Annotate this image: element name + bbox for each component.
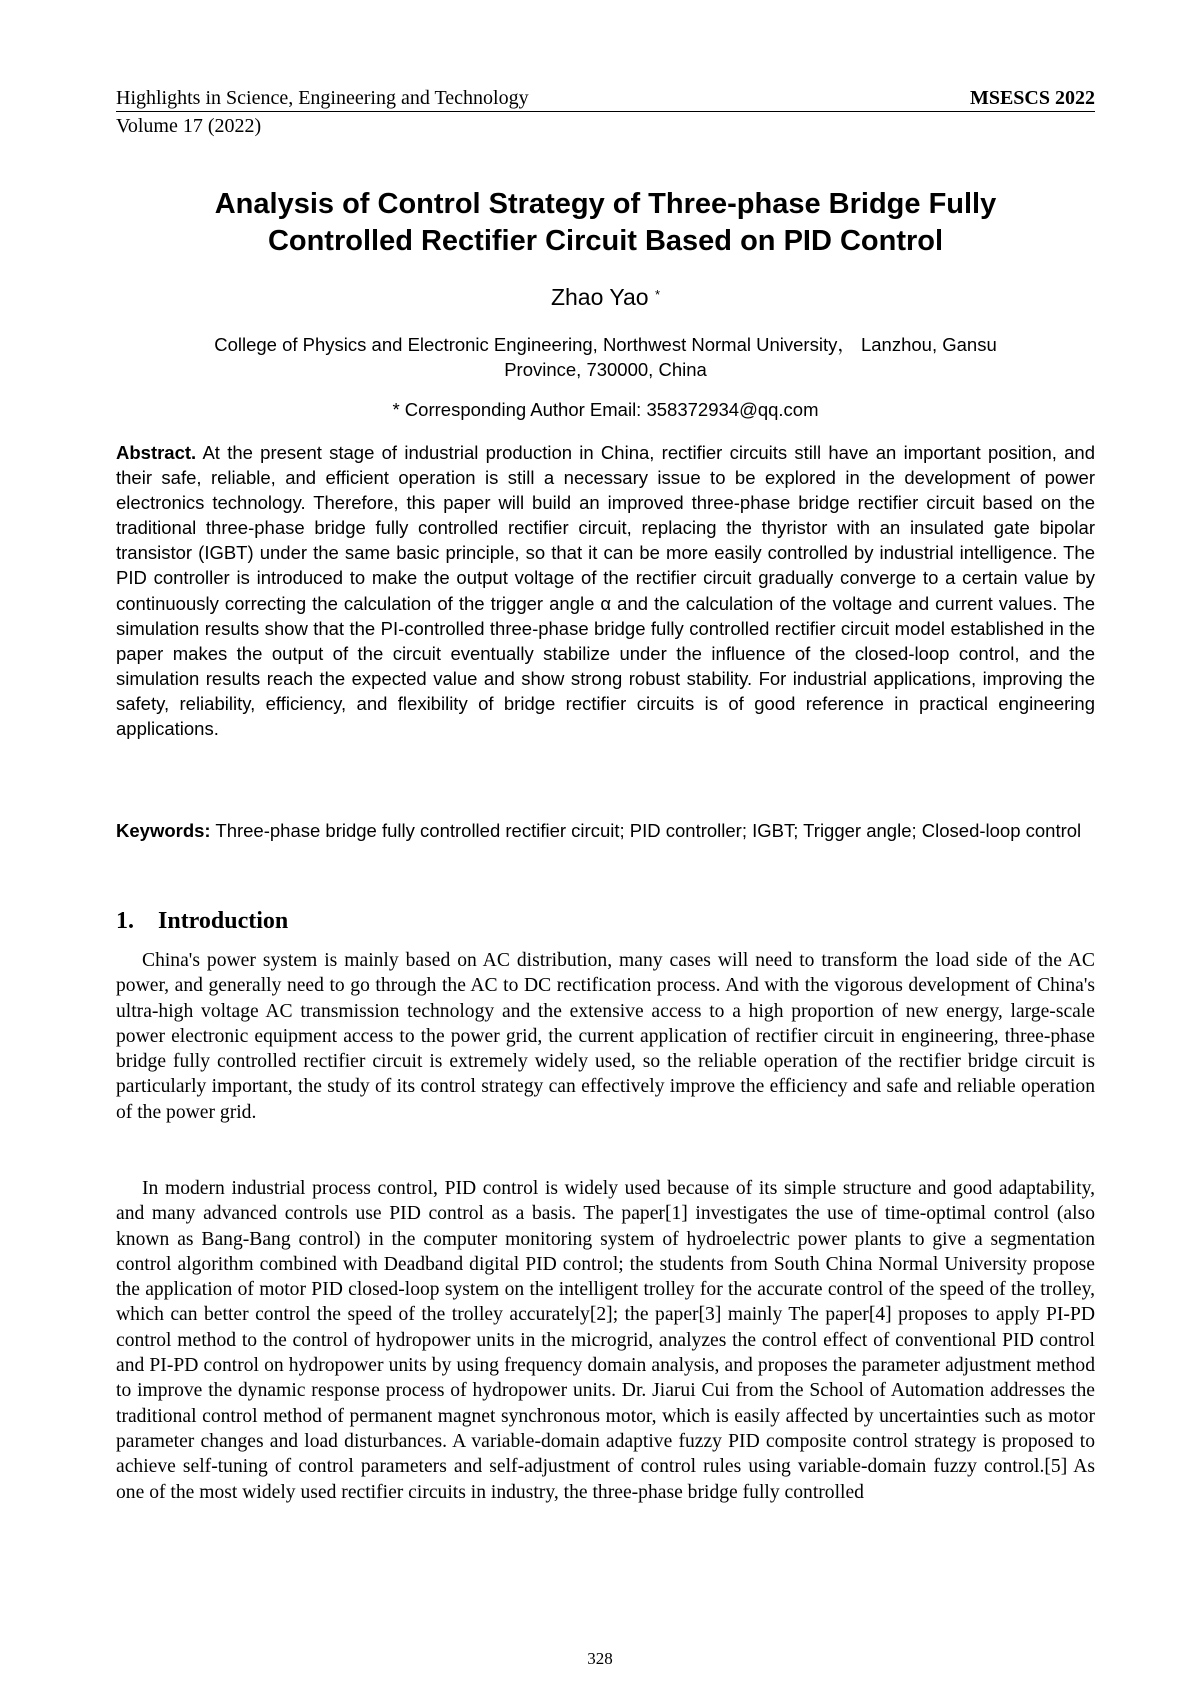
section-title: Introduction (158, 908, 289, 934)
journal-name: Highlights in Science, Engineering and Technology (116, 87, 529, 109)
conference-name: MSESCS 2022 (969, 87, 1095, 109)
abstract-label: Abstract. (116, 442, 197, 463)
affiliation (116, 332, 1095, 382)
volume-label: Volume 17 (2022) (116, 115, 262, 137)
keywords (116, 818, 1095, 843)
title-line-1: Analysis of Control Strategy of Three-phase Bridge Fully (214, 188, 997, 220)
keywords-text: Three-phase bridge fully controlled rectifier circuit; PID controller; IGBT; Trigger angle; Closed-loop control (215, 820, 1082, 841)
abstract (116, 440, 1095, 741)
title-line-2: Controlled Rectifier Circuit Based on PID Control (267, 225, 944, 257)
section-heading (116, 906, 288, 936)
author-name: Zhao Yao (550, 284, 649, 310)
abstract-text: At the present stage of industrial production in China, rectifier circuits still have an important position, and their safe, reliable, and efficient operation is still a necessary issue to be explored in the development of power electronics technology. Therefore, this paper will build an improved three-phase bridge rectifier circuit based on the traditional three-phase bridge fully controlled rectifier circuit, replacing the thyristor with an insulated gate bipolar transistor (IGBT) under the same basic principle, so that it can be more easily controlled by industrial intelligence. The PID controller is introduced to make the output voltage of the rectifier circuit gradually converge to a certain value by continuously correcting the calculation of the trigger angle α and the calculation of the voltage and current values. The simulation results show that the PI-controlled three-phase bridge fully controlled rectifier circuit model established in the paper makes the output of the circuit eventually stabilize under the influence of the closed-loop control, and the simulation results reach the expected value and show strong robust stability. For industrial applications, improving the safety, reliability, efficiency, and flexibility of bridge rectifier circuits is of good reference in practical engineering applications. (116, 442, 1095, 740)
author-line (116, 283, 1095, 311)
running-head (116, 86, 1095, 138)
running-head-row (116, 86, 1095, 112)
affiliation-line-1: College of Physics and Electronic Engineering, Northwest Normal University， Lanzhou, Gansu (214, 334, 997, 355)
keywords-label: Keywords: (116, 820, 211, 841)
section-number: 1. (116, 908, 134, 934)
body-paragraph: China's power system is mainly based on AC distribution, many cases will need to transform the load side of the AC power, and generally need to go through the AC to DC rectification process. And with the vigorous development of China's ultra-high voltage AC transmission technology and the extensive access to a high proportion of new energy, large-scale power electronic equipment access to the power grid, the current application of rectifier circuit in engineering, three-phase bridge fully controlled rectifier circuit is extremely widely used, so the reliable operation of the rectifier bridge circuit is particularly important, the study of its control strategy can effectively improve the efficiency and safe and reliable operation of the power grid. (116, 950, 1095, 1123)
corresponding-author: * Corresponding Author Email: 358372934@qq.com (392, 399, 819, 420)
body-paragraph: In modern industrial process control, PID control is widely used because of its simple structure and good adaptability, and many advanced controls use PID control as a basis. The paper[1] investigates the use of time-optimal control (also known as Bang-Bang control) in the computer monitoring system of hydroelectric power plants to give a segmentation control algorithm combined with Deadband digital PID control; the students from South China Normal University propose the application of motor PID closed-loop system on the intelligent trolley for the accurate control of the speed of the trolley, which can better control the speed of the trolley accurately[2]; the paper[3] mainly The paper[4] proposes to apply PI-PD control method to the control of hydropower units in the microgrid, analyzes the control effect of conventional PID control and PI-PD control on hydropower units by using frequency domain analysis, and proposes the parameter adjustment method to improve the dynamic response process of hydropower units. Dr. Jiarui Cui from the School of Automation addresses the traditional control method of permanent magnet synchronous motor, which is easily affected by uncertainties such as motor parameter changes and load disturbances. A variable-domain adaptive fuzzy PID composite control strategy is proposed to achieve self-tuning of control parameters and self-adjustment of control rules using variable-domain fuzzy control.[5] As one of the most widely used rectifier circuits in industry, the three-phase bridge fully controlled (116, 1178, 1095, 1503)
affiliation-line-2: Province, 730000, China (504, 359, 707, 380)
page-number: 328 (587, 1649, 613, 1668)
corresponding-mark: * (654, 287, 661, 302)
paper-title (116, 186, 1095, 260)
